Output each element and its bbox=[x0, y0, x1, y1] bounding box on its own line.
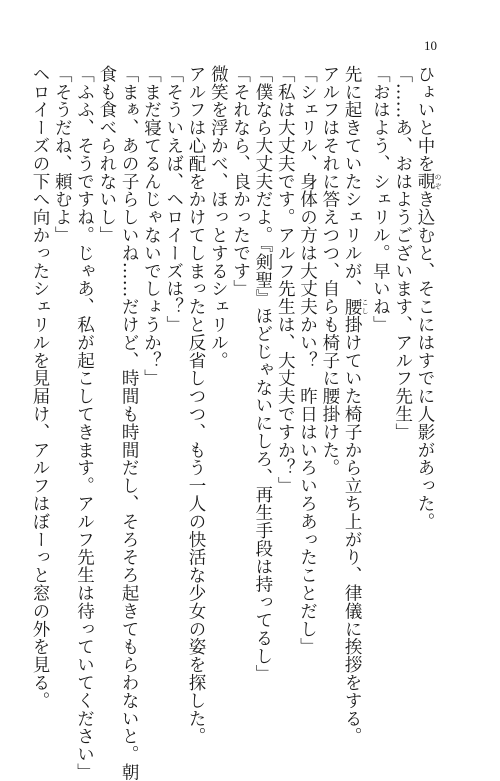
text-line: ひょいと中を覗 のぞき込むと、そこにはすでに人影があった。 bbox=[415, 65, 442, 531]
ruby-annotation: 腰 こし bbox=[342, 297, 370, 316]
text-line: 先に起きていたシェリルが、腰 こし掛けていた椅子から立ち上がり、律儀に挨拶をする。 bbox=[342, 65, 370, 746]
ruby-annotation: 覗 のぞ bbox=[415, 172, 442, 191]
text-line: アルフは心配をかけてしまったと反省しつつ、もう一人の快活な少女の姿を探した。 bbox=[186, 65, 207, 746]
text-line: 「僕なら大丈夫だよ。『剣聖』ほどじゃないにしろ、再生手段は持ってるし」 bbox=[252, 65, 273, 683]
text-line: 「ふふ、そうですね。じゃあ、私が起こしてきます。アルフ先生は待っていてください」 bbox=[74, 65, 95, 781]
text-line: 「まぁ、あの子らしいね……だけど、時間も時間だし、そろそろ起きてもらわないと。朝 bbox=[119, 65, 140, 781]
text-line: 「まだ寝てるんじゃないでしょうか？」 bbox=[141, 65, 162, 388]
text-line: 微笑を浮かべ、ほっとするシェリル。 bbox=[208, 65, 229, 370]
text-line: ヘロイーズの下へ向かったシェリルを見届け、アルフはぼーっと窓の外を見る。 bbox=[29, 65, 50, 710]
text-line: 「そうだね、頼むよ」 bbox=[52, 65, 73, 244]
text-line: 「そういえば、ヘロイーズは？」 bbox=[163, 65, 184, 334]
text-line: アルフはそれに答えつつ、自らも椅子に腰掛けた。 bbox=[319, 65, 340, 477]
page-number: 10 bbox=[424, 38, 437, 53]
text-line: 食も食べられないし」 bbox=[96, 65, 117, 244]
novel-text-body bbox=[29, 65, 442, 781]
text-line: 「それなら、良かったです」 bbox=[230, 65, 251, 298]
text-line: 「おはよう、シェリル。早いね」 bbox=[370, 65, 391, 334]
text-line: 「私は大丈夫です。アルフ先生は、大丈夫ですか？」 bbox=[275, 65, 296, 495]
text-line: 「……あ、おはようございます、アルフ先生」 bbox=[392, 65, 413, 441]
text-line: 「シェリル、身体の方は大丈夫かい？ 昨日はいろいろあったことだし」 bbox=[297, 65, 318, 656]
